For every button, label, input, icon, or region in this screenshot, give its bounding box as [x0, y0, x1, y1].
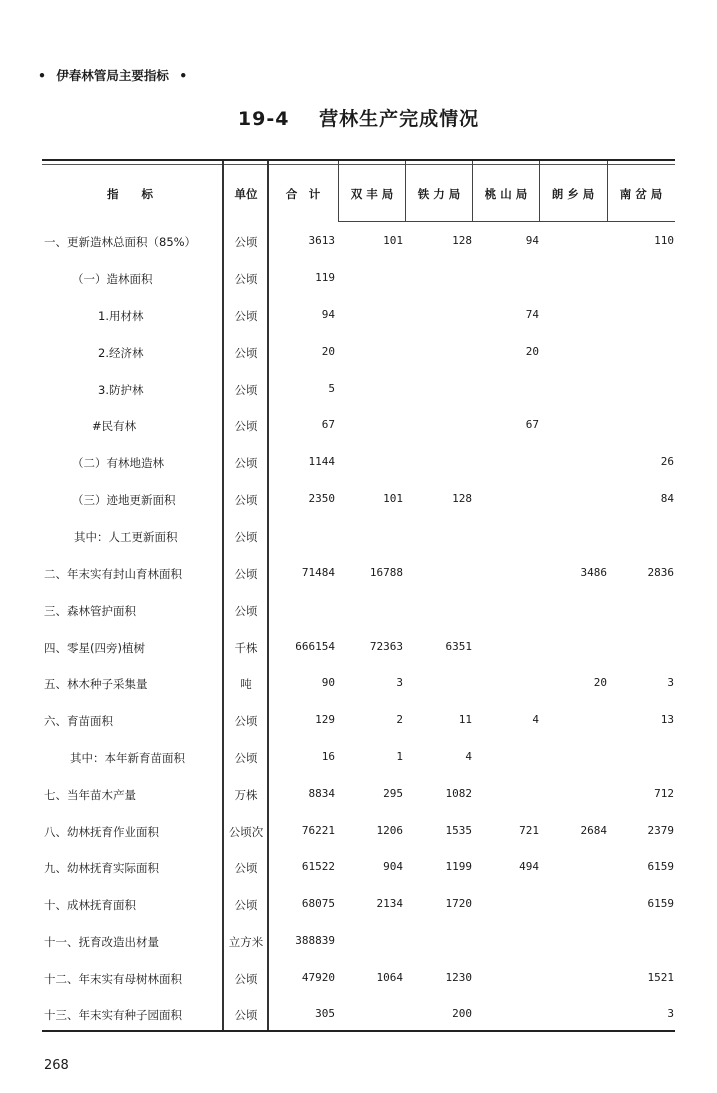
row-label: 其中：人工更新面积 — [74, 530, 178, 544]
row-unit: 公顷 — [234, 383, 258, 397]
cell-total: 1144 — [308, 455, 335, 468]
table-row — [0, 492, 717, 512]
cell-tieli: 128 — [452, 234, 472, 247]
row-unit: 公顷 — [234, 309, 258, 323]
row-label: 十一、抚育改造出材量 — [44, 935, 159, 949]
row-label: 七、当年苗木产量 — [44, 788, 136, 802]
table-row — [0, 271, 717, 291]
cell-total: 3613 — [308, 234, 335, 247]
cell-tieli: 1199 — [445, 860, 472, 873]
row-unit: 公顷 — [234, 751, 258, 765]
cell-nancha: 6159 — [647, 860, 674, 873]
table-row — [0, 750, 717, 770]
row-label: 十二、年末实有母树林面积 — [44, 972, 182, 986]
header-divider-3 — [472, 161, 473, 221]
col-header-indicator: 指 标 — [107, 187, 153, 201]
cell-langxiang: 2684 — [580, 824, 607, 837]
row-unit: 公顷 — [234, 272, 258, 286]
cell-total: 8834 — [308, 787, 335, 800]
table-row — [0, 971, 717, 991]
row-label: 1.用材林 — [98, 309, 144, 323]
cell-taoshan: 94 — [525, 234, 539, 247]
row-label: 二、年末实有封山育林面积 — [44, 567, 182, 581]
header-divider-4 — [539, 161, 540, 221]
header-bullet-left: • — [38, 68, 46, 83]
row-unit: 公顷 — [234, 419, 258, 433]
row-unit: 公顷 — [234, 898, 258, 912]
cell-tieli: 11 — [458, 713, 472, 726]
table-row — [0, 787, 717, 807]
cell-shuangfeng: 2134 — [376, 897, 403, 910]
table-row — [0, 234, 717, 254]
row-label: （二）有林地造林 — [72, 456, 164, 470]
table-row — [0, 860, 717, 880]
row-unit: 公顷 — [234, 714, 258, 728]
cell-nancha: 3 — [667, 676, 674, 689]
cell-tieli: 6351 — [445, 640, 472, 653]
table-title: 营林生产完成情况 — [319, 108, 480, 130]
cell-langxiang: 20 — [593, 676, 607, 689]
row-unit: 公顷 — [234, 567, 258, 581]
cell-nancha: 2836 — [647, 566, 674, 579]
cell-total: 47920 — [301, 971, 335, 984]
cell-total: 71484 — [301, 566, 335, 579]
cell-total: 20 — [321, 345, 335, 358]
col-header-taoshan: 桃 山 局 — [484, 187, 528, 201]
cell-tieli: 128 — [452, 492, 472, 505]
row-label: 八、幼林抚育作业面积 — [44, 825, 159, 839]
row-unit: 公顷 — [234, 1008, 258, 1022]
cell-tieli: 1230 — [445, 971, 472, 984]
row-label: 五、林木种子采集量 — [44, 677, 148, 691]
cell-shuangfeng: 16788 — [369, 566, 403, 579]
page-number: 268 — [44, 1058, 69, 1073]
row-label: 四、零星(四旁)植树 — [44, 641, 145, 655]
table-number: 19-4 — [237, 108, 290, 130]
cell-taoshan: 67 — [525, 418, 539, 431]
row-label: 九、幼林抚育实际面积 — [44, 861, 159, 875]
row-unit: 公顷 — [234, 493, 258, 507]
cell-shuangfeng: 904 — [383, 860, 403, 873]
header-bullet-right: • — [179, 68, 188, 83]
table-row — [0, 566, 717, 586]
cell-total: 119 — [315, 271, 335, 284]
table-row — [0, 418, 717, 438]
table-row — [0, 1007, 717, 1027]
cell-shuangfeng: 101 — [383, 234, 403, 247]
row-label: （三）迹地更新面积 — [72, 493, 176, 507]
row-unit: 万株 — [234, 788, 258, 802]
row-label: #民有林 — [92, 419, 137, 433]
col-header-shuangfeng: 双 丰 局 — [350, 187, 394, 201]
cell-total: 94 — [321, 308, 335, 321]
col-header-unit: 单位 — [234, 187, 258, 201]
cell-taoshan: 4 — [532, 713, 539, 726]
cell-nancha: 26 — [660, 455, 674, 468]
cell-taoshan: 20 — [525, 345, 539, 358]
cell-tieli: 1535 — [445, 824, 472, 837]
row-unit: 立方米 — [228, 935, 264, 949]
cell-nancha: 2379 — [647, 824, 674, 837]
cell-tieli: 1082 — [445, 787, 472, 800]
cell-total: 305 — [315, 1007, 335, 1020]
row-unit: 吨 — [240, 677, 252, 691]
row-unit: 千株 — [234, 641, 258, 655]
cell-tieli: 1720 — [445, 897, 472, 910]
row-label: 六、育苗面积 — [44, 714, 113, 728]
row-label: 一、更新造林总面积（85%） — [44, 235, 197, 249]
cell-shuangfeng: 295 — [383, 787, 403, 800]
col-header-langxiang: 朗 乡 局 — [551, 187, 595, 201]
cell-tieli: 200 — [452, 1007, 472, 1020]
cell-total: 76221 — [301, 824, 335, 837]
col-header-nancha: 南 岔 局 — [619, 187, 663, 201]
cell-nancha: 110 — [654, 234, 674, 247]
row-label: 十、成林抚育面积 — [44, 898, 136, 912]
table-top-rule-thin — [42, 164, 675, 165]
cell-total: 67 — [321, 418, 335, 431]
cell-total: 666154 — [295, 640, 335, 653]
table-row — [0, 603, 717, 623]
row-label: 十三、年末实有种子园面积 — [44, 1008, 182, 1022]
header-divider-1 — [338, 161, 339, 221]
header-divider-5 — [607, 161, 608, 221]
table-row — [0, 934, 717, 954]
table-row — [0, 897, 717, 917]
cell-shuangfeng: 3 — [396, 676, 403, 689]
cell-shuangfeng: 101 — [383, 492, 403, 505]
table-row — [0, 529, 717, 549]
table-top-rule — [42, 159, 675, 161]
row-label: 2.经济林 — [98, 346, 144, 360]
row-unit: 公顷次 — [228, 825, 264, 839]
header-text: 伊春林管局主要指标 — [56, 68, 169, 83]
row-unit: 公顷 — [234, 346, 258, 360]
cell-nancha: 3 — [667, 1007, 674, 1020]
cell-taoshan: 494 — [519, 860, 539, 873]
table-bottom-rule — [42, 1030, 675, 1032]
table-row — [0, 640, 717, 660]
cell-shuangfeng: 1206 — [376, 824, 403, 837]
cell-total: 388839 — [295, 934, 335, 947]
row-label: 三、森林管护面积 — [44, 604, 136, 618]
row-label: 3.防护林 — [98, 383, 144, 397]
cell-shuangfeng: 2 — [396, 713, 403, 726]
cell-total: 16 — [321, 750, 335, 763]
cell-tieli: 4 — [465, 750, 472, 763]
running-header — [32, 66, 193, 84]
cell-langxiang: 3486 — [580, 566, 607, 579]
header-divider-2 — [405, 161, 406, 221]
header-bottom-rule — [338, 221, 675, 222]
cell-taoshan: 721 — [519, 824, 539, 837]
cell-nancha: 6159 — [647, 897, 674, 910]
cell-nancha: 1521 — [647, 971, 674, 984]
cell-nancha: 84 — [660, 492, 674, 505]
cell-shuangfeng: 1064 — [376, 971, 403, 984]
table-row — [0, 345, 717, 365]
cell-total: 129 — [315, 713, 335, 726]
col-header-tieli: 铁 力 局 — [417, 187, 461, 201]
table-row — [0, 308, 717, 328]
col-header-total: 合 计 — [285, 187, 321, 201]
cell-total: 68075 — [301, 897, 335, 910]
table-row — [0, 455, 717, 475]
row-unit: 公顷 — [234, 972, 258, 986]
table-row — [0, 676, 717, 696]
row-unit: 公顷 — [234, 235, 258, 249]
table-row — [0, 713, 717, 733]
page-title — [0, 104, 717, 131]
cell-shuangfeng: 1 — [396, 750, 403, 763]
cell-total: 90 — [321, 676, 335, 689]
row-unit: 公顷 — [234, 861, 258, 875]
cell-shuangfeng: 72363 — [369, 640, 403, 653]
table-row — [0, 824, 717, 844]
row-unit: 公顷 — [234, 530, 258, 544]
row-unit: 公顷 — [234, 604, 258, 618]
cell-taoshan: 74 — [525, 308, 539, 321]
cell-nancha: 13 — [660, 713, 674, 726]
cell-total: 2350 — [308, 492, 335, 505]
cell-nancha: 712 — [654, 787, 674, 800]
row-unit: 公顷 — [234, 456, 258, 470]
row-label: （一）造林面积 — [72, 272, 153, 286]
row-label: 其中：本年新育苗面积 — [70, 751, 185, 765]
cell-total: 5 — [328, 382, 335, 395]
cell-total: 61522 — [301, 860, 335, 873]
table-row — [0, 382, 717, 402]
